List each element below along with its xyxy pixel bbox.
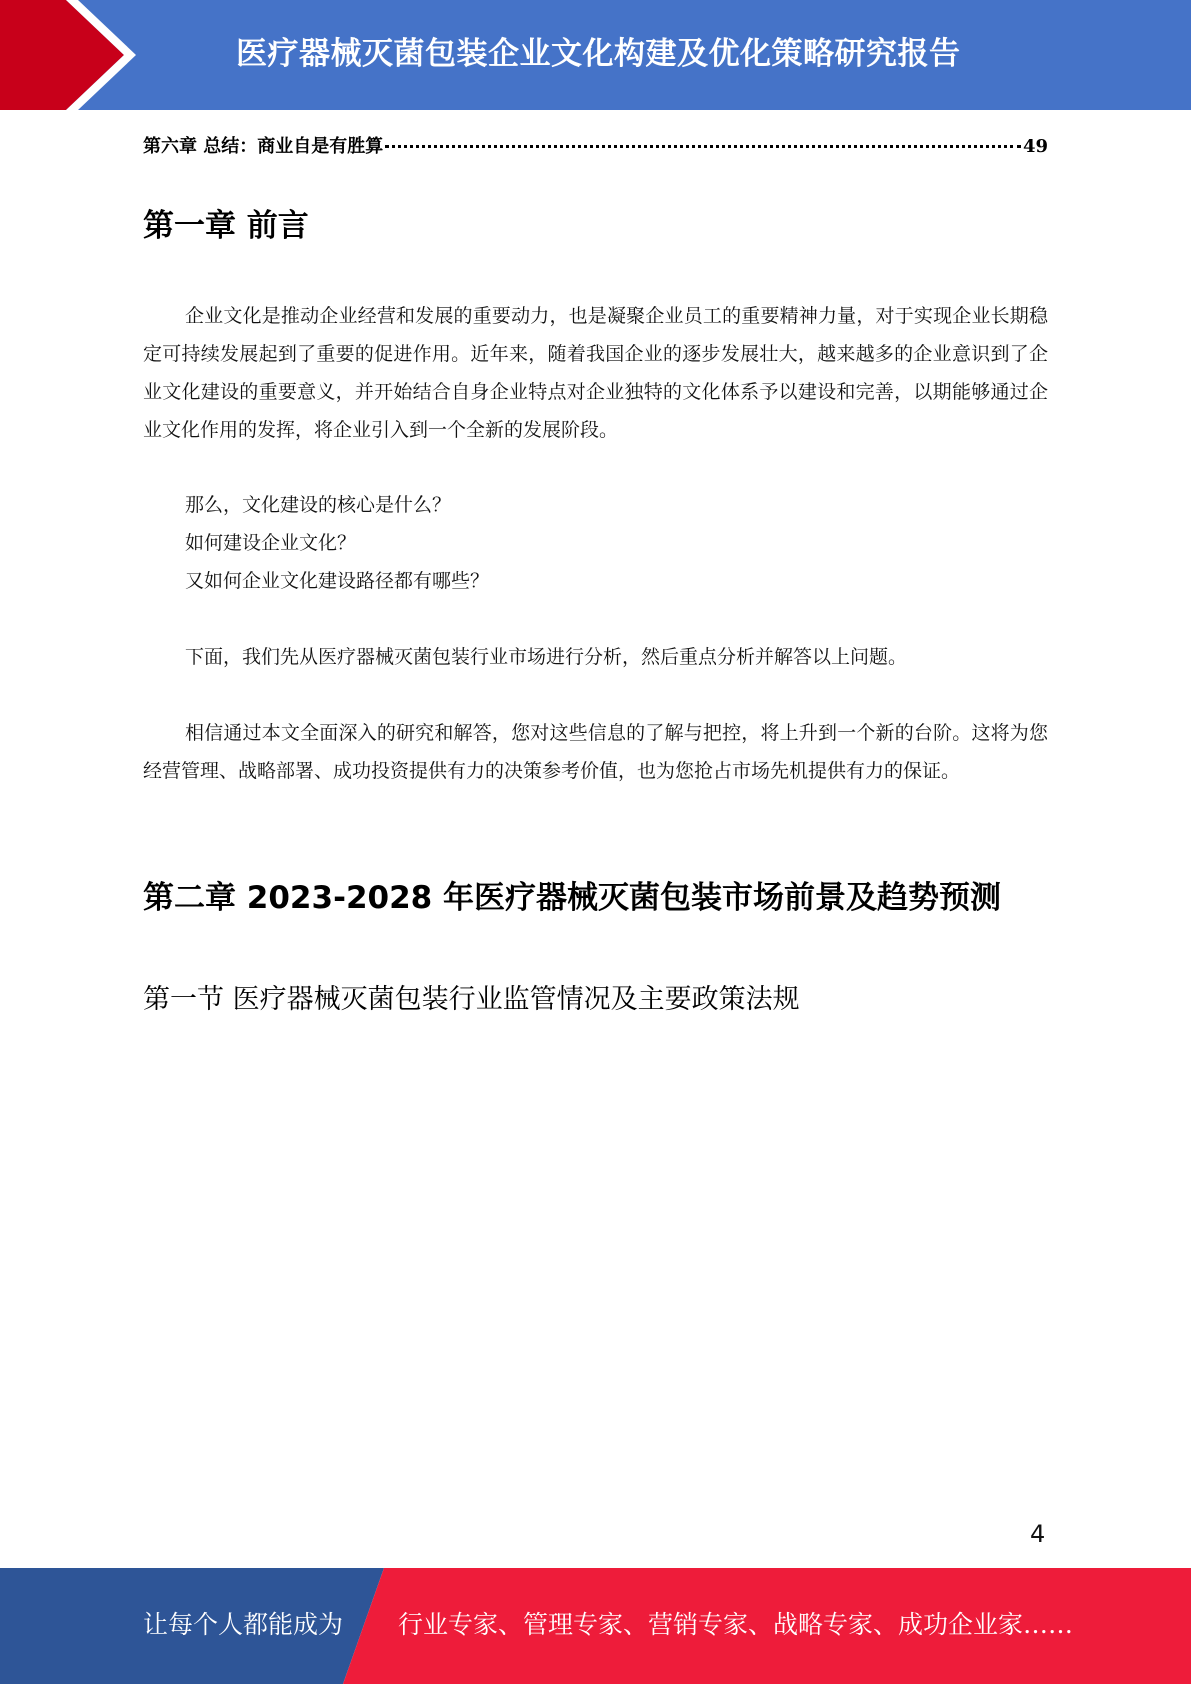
- chapter-1-paragraph-3: 相信通过本文全面深入的研究和解答，您对这些信息的了解与把控，将上升到一个新的台阶。这将为您经营管理、战略部署、成功投资提供有力的决策参考价值，也为您抢占市场先机提供有力的保证。: [143, 722, 1048, 782]
- question-3: 又如何企业文化建设路径都有哪些？: [185, 570, 490, 592]
- header-banner: [0, 0, 1191, 110]
- question-1: 那么，文化建设的核心是什么？: [185, 494, 452, 516]
- header-chevron-decoration: [0, 0, 160, 110]
- toc-entry[interactable]: [143, 132, 1048, 158]
- toc-leader-dots: [385, 145, 1021, 148]
- section-1-heading: 第一节 医疗器械灭菌包装行业监管情况及主要政策法规: [143, 984, 800, 1015]
- chapter-1-paragraph-2: 下面，我们先从医疗器械灭菌包装行业市场进行分析，然后重点分析并解答以上问题。: [185, 646, 908, 668]
- chapter-1-heading: 第一章 前言: [143, 208, 309, 244]
- footer-slogan-left: 让每个人都能成为: [143, 1610, 344, 1639]
- question-2: 如何建设企业文化？: [185, 532, 357, 554]
- footer-banner: [0, 1568, 1191, 1684]
- report-title: 医疗器械灭菌包装企业文化构建及优化策略研究报告: [236, 36, 961, 72]
- chapter-1-paragraph-1: 企业文化是推动企业经营和发展的重要动力，也是凝聚企业员工的重要精神力量，对于实现企业长期稳定可持续发展起到了重要的促进作用。近年来，随着我国企业的逐步发展壮大，越来越多的企业意识到了企业文化建设的重要意义，并开始结合自身企业特点对企业独特的文化体系予以建设和完善，以期能够通过企业文化作用的发挥，将企业引入到一个全新的发展阶段。: [143, 305, 1048, 441]
- page-number: 4: [1030, 1520, 1046, 1548]
- chapter-2-heading: 第二章 2023-2028 年医疗器械灭菌包装市场前景及趋势预测: [143, 880, 1002, 916]
- toc-entry-label: 第六章 总结：商业自是有胜算: [143, 136, 384, 157]
- footer-slogan-right: 行业专家、管理专家、营销专家、战略专家、成功企业家……: [398, 1610, 1074, 1639]
- toc-entry-page: 49: [1022, 136, 1048, 157]
